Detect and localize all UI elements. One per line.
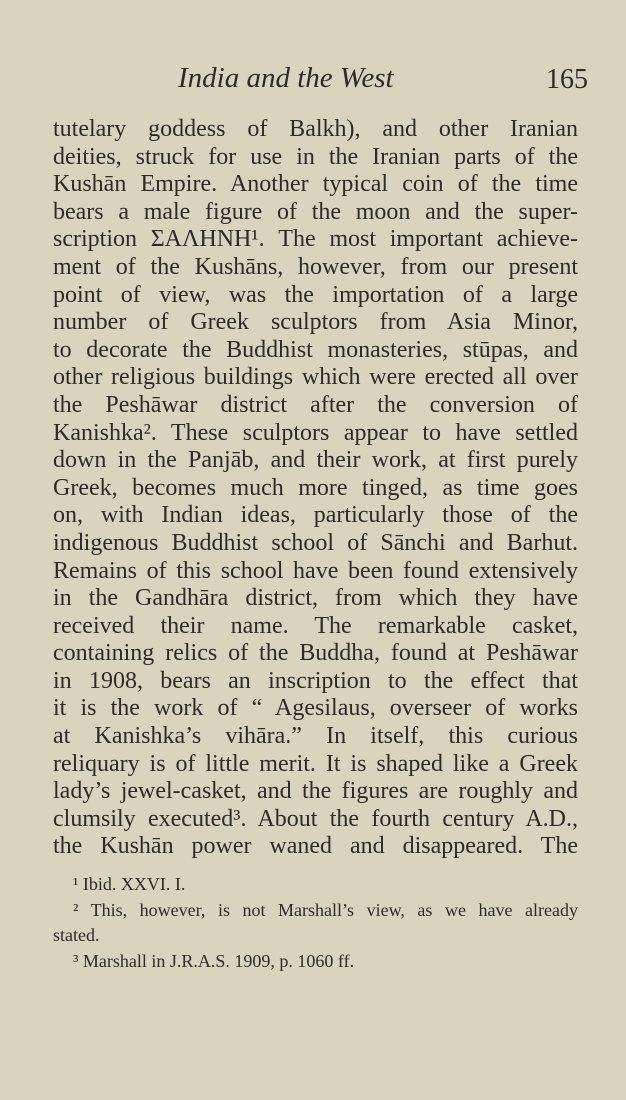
text-line: lady’s jewel-casket, and the figures are roughly and: [53, 778, 578, 805]
text-line: Greek, becomes much more tinged, as time goes: [53, 474, 578, 501]
footnote-1: ¹ Ibid. XXVI. I.: [73, 874, 186, 894]
text-line: the Kushān power waned and disappeared. The: [53, 833, 578, 860]
footnote-2: ² This, however, is not Marshall’s view, as we have already: [73, 899, 578, 920]
text-line: other religious buildings which were erected all over: [53, 364, 578, 391]
footnote-2-continued: stated.: [53, 925, 100, 945]
text-line: reliquary is of little merit. It is shaped like a Greek: [53, 750, 578, 777]
text-line: deities, struck for use in the Iranian parts of the: [53, 143, 578, 170]
text-line: indigenous Buddhist school of Sānchi and Barhut.: [53, 529, 578, 556]
text-line: Remains of this school have been found extensively: [53, 557, 578, 584]
text-line: containing relics of the Buddha, found at Peshāwar: [53, 640, 578, 667]
text-line: down in the Panjāb, and their work, at first purely: [53, 447, 578, 474]
footnotes: [53, 872, 578, 974]
text-line: tutelary goddess of Balkh), and other Iranian: [53, 116, 578, 142]
text-line: Kushān Empire. Another typical coin of the time: [53, 171, 578, 198]
text-line: in 1908, bears an inscription to the effect that: [53, 667, 578, 694]
footnote-3: ³ Marshall in J.R.A.S. 1909, p. 1060 ff.: [73, 950, 355, 971]
text-line: bears a male figure of the moon and the super-: [53, 198, 578, 225]
text-line: the Peshāwar district after the conversion of: [53, 391, 578, 418]
text-line: ment of the Kushāns, however, from our present: [53, 253, 578, 280]
text-line: clumsily executed³. About the fourth century A.D.,: [53, 805, 578, 832]
text-line: at Kanishka’s vihāra.” In itself, this curious: [53, 723, 578, 750]
text-line: in the Gandhāra district, from which they have: [53, 585, 578, 612]
text-line: point of view, was the importation of a large: [53, 281, 578, 308]
page-number: 165: [546, 64, 588, 95]
text-line: to decorate the Buddhist monasteries, stūpas, and: [53, 336, 578, 363]
text-line: on, with Indian ideas, particularly those of the: [53, 502, 578, 529]
text-line: it is the work of “ Agesilaus, overseer of works: [53, 695, 578, 722]
text-line: Kanishka². These sculptors appear to have settled: [53, 419, 578, 446]
text-line: number of Greek sculptors from Asia Minor,: [53, 309, 578, 336]
text-line: received their name. The remarkable casket,: [53, 612, 578, 639]
running-head: India and the West: [178, 62, 394, 94]
text-line: scription ΣΑΛΗΝΗ¹. The most important achieve-: [53, 226, 578, 253]
page-header: [50, 58, 590, 98]
body-text: [53, 116, 578, 861]
